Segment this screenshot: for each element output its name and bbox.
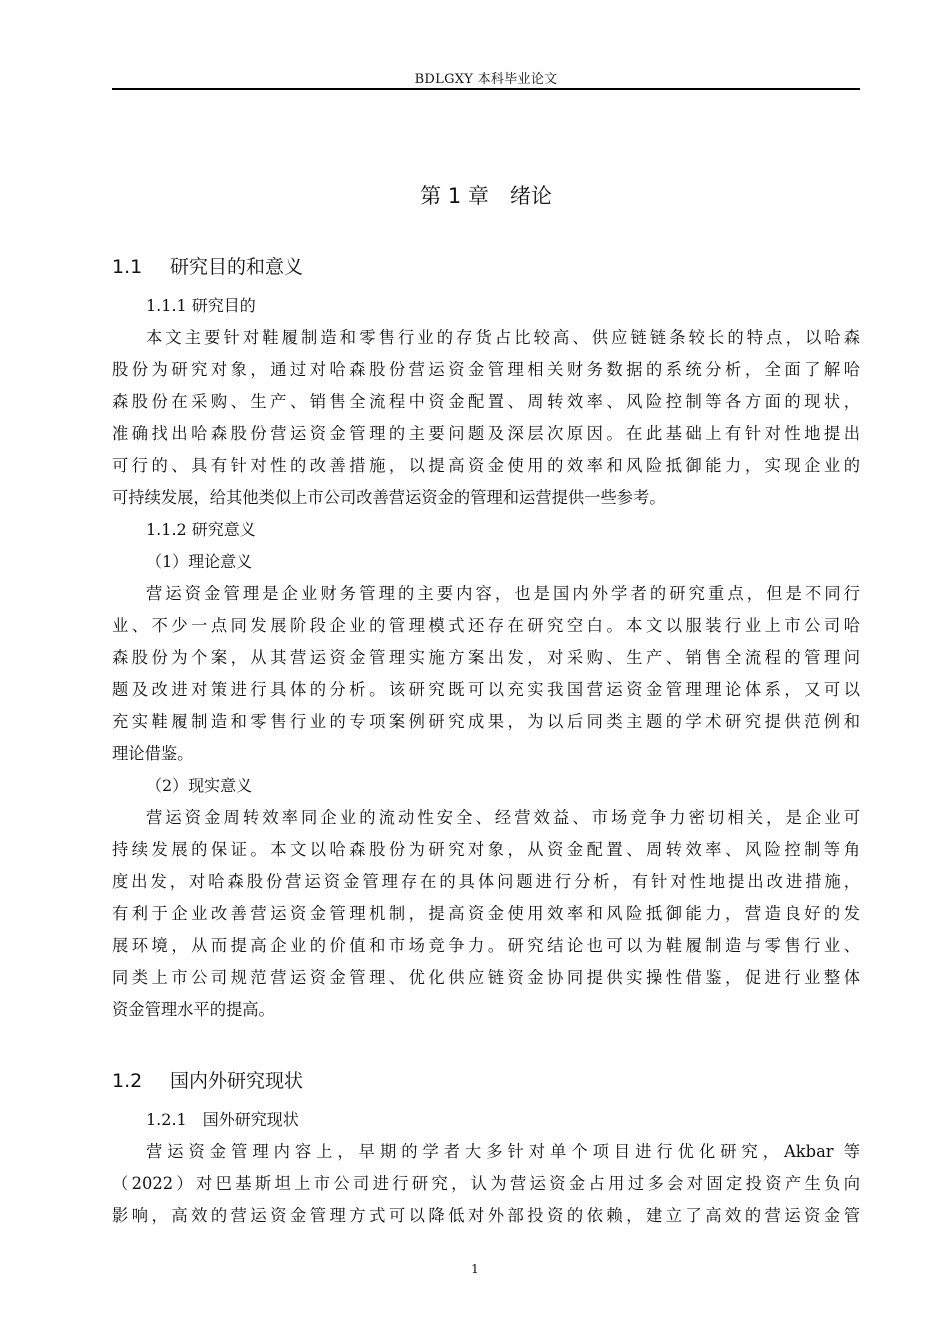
paragraph-line: 影响，高效的营运资金管理方式可以降低对外部投资的依赖，建立了高效的营运资金管 [112,1206,860,1225]
paragraph-line: 营运资金周转效率同企业的流动性安全、经营效益、市场竞争力密切相关，是企业可 [146,808,860,827]
section-title: 研究目的和意义 [170,256,304,278]
paragraph-line: 可持续发展，给其他类似上市公司改善营运资金的管理和运营提供一些参考。 [112,488,666,507]
paragraph-line: 森股份为个案，从其营运资金管理实施方案出发，对采购、生产、销售全流程的管理问 [112,648,860,667]
paragraph-line: 充实鞋履制造和零售行业的专项案例研究成果，为以后同类主题的学术研究提供范例和 [112,712,860,731]
header-rule [112,88,860,90]
list-item-heading: （1）理论意义 [146,552,253,571]
section-number: 1.1 [112,256,143,278]
list-item-heading: （2）现实意义 [146,776,253,795]
page-number: 1 [471,1262,479,1276]
paragraph-line: 同类上市公司规范营运资金管理、优化供应链资金协同提供实操性借鉴，促进行业整体 [112,968,860,987]
subsection-heading-1-2-1: 1.2.1 国外研究现状 [146,1110,299,1129]
running-header: BDLGXY 本科毕业论文 [414,72,558,87]
paragraph-line: 本文主要针对鞋履制造和零售行业的存货占比较高、供应链链条较长的特点，以哈森 [146,328,860,347]
subsection-heading-1-1-2: 1.1.2 研究意义 [146,520,256,539]
paragraph-line: 题及改进对策进行具体的分析。该研究既可以充实我国营运资金管理理论体系，又可以 [112,680,860,699]
paragraph-line: 持续发展的保证。本文以哈森股份为研究对象，从资金配置、周转效率、风险控制等角 [112,840,860,859]
subsection-heading-1-1-1: 1.1.1 研究目的 [146,296,256,315]
paragraph-line: 营运资金管理是企业财务管理的主要内容，也是国内外学者的研究重点，但是不同行 [146,584,860,603]
section-heading-1-1 [112,252,303,279]
section-title: 国内外研究现状 [170,1070,304,1092]
paragraph-line: 有利于企业改善营运资金管理机制，提高资金使用效率和风险抵御能力，营造良好的发 [112,904,860,923]
paragraph-line: 可行的、具有针对性的改善措施，以提高资金使用的效率和风险抵御能力，实现企业的 [112,456,860,475]
paragraph-line: 森股份在采购、生产、销售全流程中资金配置、周转效率、风险控制等各方面的现状， [112,392,860,411]
paragraph-line: 资金管理水平的提高。 [112,1000,275,1019]
section-number: 1.2 [112,1070,143,1092]
chapter-title: 第 1 章 绪论 [420,184,552,208]
section-heading-1-2 [112,1066,303,1093]
paragraph-line: （2022）对巴基斯坦上市公司进行研究，认为营运资金占用过多会对固定投资产生负向 [112,1174,860,1193]
paragraph-line: 业、不少一点同发展阶段企业的管理模式还存在研究空白。本文以服装行业上市公司哈 [112,616,860,635]
paragraph-line: 展环境，从而提高企业的价值和市场竞争力。研究结论也可以为鞋履制造与零售行业、 [112,936,860,955]
paragraph-line: 理论借鉴。 [112,744,194,763]
paragraph-line: 度出发，对哈森股份营运资金管理存在的具体问题进行分析，有针对性地提出改进措施， [112,872,860,891]
paragraph-line: 营运资金管理内容上，早期的学者大多针对单个项目进行优化研究，Akbar 等 [146,1142,860,1161]
paragraph-line: 准确找出哈森股份营运资金管理的主要问题及深层次原因。在此基础上有针对性地提出 [112,424,860,443]
paragraph-line: 股份为研究对象，通过对哈森股份营运资金管理相关财务数据的系统分析，全面了解哈 [112,360,860,379]
